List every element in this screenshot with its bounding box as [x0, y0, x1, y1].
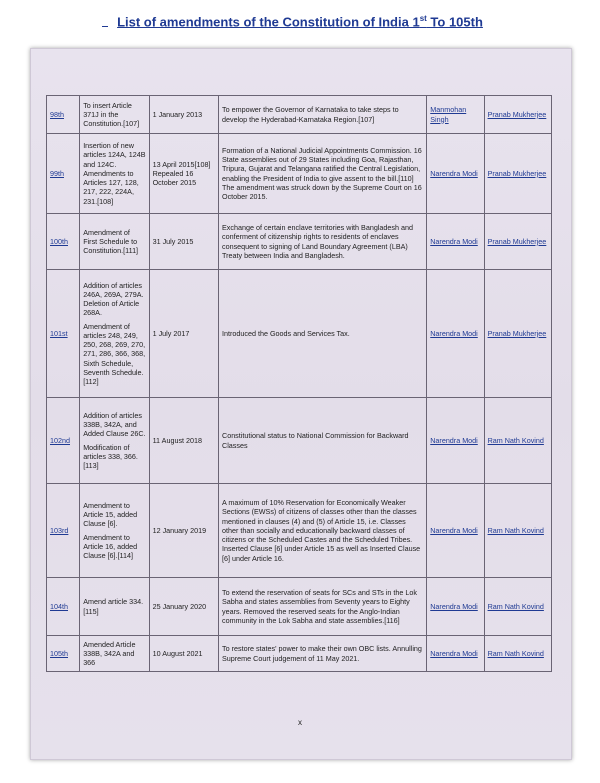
prime-minister-cell	[427, 270, 484, 398]
amendment-text: Modification of articles 338, 366.[113]	[83, 442, 138, 470]
objectives-cell: Exchange of certain enclave territories with Bangladesh and conferment of citizenship rights to residents of enclaves consequent to signing of Land Boundary Agreement (LBA) Treaty between India and Bangladesh.	[219, 214, 427, 270]
president-cell	[484, 96, 551, 134]
president-link[interactable]: Pranab Mukherjee	[487, 328, 547, 338]
amendment-text: Amendment of articles 248, 249, 250, 268, 269, 270, 271, 286, 366, 368, Sixth Schedule, Seventh Schedule.[112]	[83, 321, 146, 386]
table-row	[47, 96, 552, 134]
amendments-cell	[80, 398, 149, 484]
amendment-number-link[interactable]: 98th	[50, 109, 64, 119]
amendments-cell	[80, 96, 149, 134]
objectives-cell: A maximum of 10% Reservation for Economically Weaker Sections (EWSs) of citizens of classes other than the classes mentioned in clauses (4) and (5) of Article 15, i.e. Classes other than socially and educationally backward classes of citizens or the Scheduled Castes and the Scheduled Tribes. Inserted Clause [6] under Article 15 as well as Inserted Clause [6] under Article 16.	[219, 484, 427, 578]
president-link[interactable]: Pranab Mukherjee	[487, 109, 547, 119]
amendment-text: Amendment of First Schedule to Constitution.[111]	[83, 227, 139, 256]
table-row	[47, 398, 552, 484]
prime-minister-cell	[427, 636, 484, 672]
amendment-number-link[interactable]: 100th	[50, 236, 68, 246]
amendment-text: To insert Article 371J in the Constitution.[107]	[83, 100, 140, 129]
president-link[interactable]: Ram Nath Kovind	[487, 435, 544, 445]
amendment-number-cell	[47, 96, 80, 134]
enforced-date-cell: 1 July 2017	[149, 270, 218, 398]
prime-minister-cell	[427, 484, 484, 578]
page-title: List of amendments of the Constitution of India 1st To 105th	[117, 14, 483, 30]
president-cell	[484, 398, 551, 484]
amendment-text: Amended Article 338B, 342A and 366	[83, 639, 136, 668]
title-underline-mark	[102, 26, 108, 27]
amendment-number-cell	[47, 636, 80, 672]
president-link[interactable]: Ram Nath Kovind	[487, 525, 544, 535]
prime-minister-cell	[427, 96, 484, 134]
objectives-cell: To extend the reservation of seats for SCs and STs in the Lok Sabha and states assemblies from Seventy years to Eighty years. Removed the reserved seats for the Anglo-Indian community in the Lok Sabha and state assemblies.[116]	[219, 578, 427, 636]
president-cell	[484, 578, 551, 636]
prime-minister-link[interactable]: Narendra Modi	[430, 328, 478, 338]
prime-minister-cell	[427, 578, 484, 636]
prime-minister-link[interactable]: Narendra Modi	[430, 435, 478, 445]
enforced-date-cell: 10 August 2021	[149, 636, 218, 672]
page-number: x	[298, 718, 302, 727]
prime-minister-link[interactable]: Narendra Modi	[430, 601, 478, 611]
amendment-number-link[interactable]: 105th	[50, 648, 68, 658]
enforced-date-cell: 13 April 2015[108] Repealed 16 October 2015	[149, 134, 218, 214]
enforced-date-cell: 12 January 2019	[149, 484, 218, 578]
enforced-date-cell: 11 August 2018	[149, 398, 218, 484]
prime-minister-link[interactable]: Manmohan Singh	[430, 105, 467, 124]
prime-minister-link[interactable]: Narendra Modi	[430, 236, 478, 246]
table-row	[47, 270, 552, 398]
amendment-number-link[interactable]: 101st	[50, 328, 68, 338]
prime-minister-link[interactable]: Narendra Modi	[430, 525, 478, 535]
amendment-number-cell	[47, 134, 80, 214]
prime-minister-cell	[427, 134, 484, 214]
table-row	[47, 636, 552, 672]
amendments-cell	[80, 134, 149, 214]
objectives-cell: To restore states' power to make their own OBC lists. Annulling Supreme Court judgement of 11 May 2021.	[219, 636, 427, 672]
amendment-number-cell	[47, 270, 80, 398]
objectives-cell: Introduced the Goods and Services Tax.	[219, 270, 427, 398]
president-cell	[484, 134, 551, 214]
amendment-number-link[interactable]: 99th	[50, 168, 64, 178]
amendments-cell	[80, 270, 149, 398]
enforced-date-cell: 1 January 2013	[149, 96, 218, 134]
objectives-cell: Formation of a National Judicial Appointments Commission. 16 State assemblies out of 29 States including Goa, Rajasthan, Tripura, Gujarat and Telangana ratified the Central Legislation, enabling the President of India to give assent to the bill.[110] The amendment was struck down by the Supreme Court on 16 October 2015.	[219, 134, 427, 214]
amendment-number-cell	[47, 398, 80, 484]
table-row	[47, 134, 552, 214]
amendment-number-link[interactable]: 104th	[50, 601, 68, 611]
amendment-number-cell	[47, 578, 80, 636]
enforced-date-cell: 25 January 2020	[149, 578, 218, 636]
prime-minister-cell	[427, 398, 484, 484]
amendments-cell	[80, 578, 149, 636]
president-link[interactable]: Pranab Mukherjee	[487, 168, 547, 178]
amendment-text: Amendment to Article 16, added Clause [6].[114]	[83, 532, 138, 560]
prime-minister-link[interactable]: Narendra Modi	[430, 648, 478, 658]
president-link[interactable]: Ram Nath Kovind	[487, 601, 544, 611]
president-link[interactable]: Pranab Mukherjee	[487, 236, 547, 246]
president-cell	[484, 270, 551, 398]
president-link[interactable]: Ram Nath Kovind	[487, 648, 544, 658]
table-row	[47, 214, 552, 270]
amendments-cell	[80, 636, 149, 672]
amendments-table	[46, 95, 552, 672]
amendment-text: Addition of articles 338B, 342A, and Added Clause 26C.	[83, 410, 146, 439]
amendment-text: Insertion of new articles 124A, 124B and 124C. Amendments to Articles 127, 128, 217, 222, 224A, 231.[108]	[83, 141, 146, 206]
table-row	[47, 484, 552, 578]
objectives-cell: To empower the Governor of Karnataka to take steps to develop the Hyderabad-Karnataka Region.[107]	[219, 96, 427, 134]
amendment-number-link[interactable]: 103rd	[50, 525, 69, 535]
prime-minister-cell	[427, 214, 484, 270]
amendments-cell	[80, 484, 149, 578]
amendment-number-link[interactable]: 102nd	[50, 435, 70, 445]
objectives-cell: Constitutional status to National Commission for Backward Classes	[219, 398, 427, 484]
table-row	[47, 578, 552, 636]
president-cell	[484, 214, 551, 270]
prime-minister-link[interactable]: Narendra Modi	[430, 168, 478, 178]
amendment-text: Amendment to Article 15, added Clause [6].	[83, 500, 138, 529]
amendments-cell	[80, 214, 149, 270]
amendment-number-cell	[47, 484, 80, 578]
president-cell	[484, 636, 551, 672]
amendment-text: Addition of articles 246A, 269A, 279A. Deletion of Article 268A.	[83, 280, 144, 318]
president-cell	[484, 484, 551, 578]
amendment-text: Amend article 334.[115]	[83, 597, 144, 616]
amendment-number-cell	[47, 214, 80, 270]
enforced-date-cell: 31 July 2015	[149, 214, 218, 270]
